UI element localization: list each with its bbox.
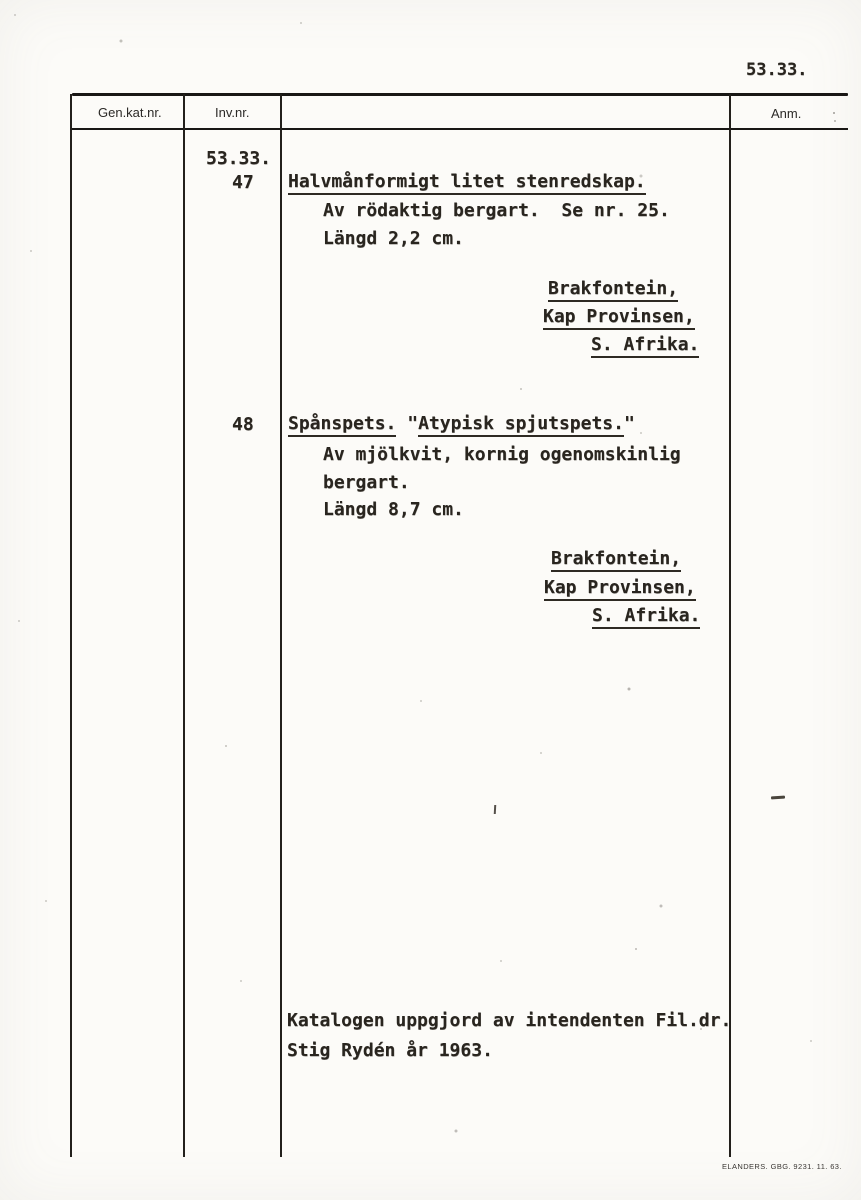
entry-48-body-line: Av mjölkvit, kornig ogenomskinlig (323, 444, 681, 465)
entry-48-title-close-quote: " (623, 413, 635, 434)
entry-47-title (288, 172, 646, 195)
scan-tick-artifact (494, 805, 496, 814)
table-header-border (72, 128, 848, 130)
table-column-line-main-anm (729, 94, 731, 1157)
table-top-border (72, 93, 848, 96)
entry-48-title-part1: Spånspets. (288, 414, 396, 437)
entry-47-body-line: Av rödaktig bergart. Se nr. 25. (323, 200, 670, 221)
table-left-line (70, 94, 72, 1157)
colophon-line: Stig Rydén år 1963. (287, 1040, 493, 1061)
entry-47-location-line: Brakfontein, (548, 279, 678, 302)
entry-48-location-line: S. Afrika. (592, 606, 700, 629)
entry-48-location-line: Brakfontein, (551, 549, 681, 572)
entry-47-location-line: Kap Provinsen, (543, 307, 695, 330)
entry-47-body-line: Längd 2,2 cm. (323, 228, 464, 249)
entry-48-location-line: Kap Provinsen, (544, 578, 696, 601)
column-header-anm: Anm. (771, 106, 802, 121)
colophon-line: Katalogen uppgjord av intendenten Fil.dr. (287, 1010, 732, 1031)
table-column-line-inv-main (280, 94, 282, 1157)
column-header-inv-nr: Inv.nr. (215, 105, 250, 120)
entry-48-title (288, 414, 635, 437)
printer-mark: ELANDERS. GBG. 9231. 11. 63. (722, 1162, 842, 1171)
section-number: 53.33. (206, 148, 272, 169)
scan-dash-artifact (771, 796, 785, 799)
entry-48-title-open-quote: " (396, 413, 419, 434)
entry-47-inv-nr: 47 (232, 172, 254, 193)
page-number: 53.33. (746, 60, 808, 80)
entry-48-title-part2: Atypisk spjutspets. (418, 414, 624, 437)
entry-48-body-line: bergart. (323, 472, 410, 493)
entry-47-title-text: Halvmånformigt litet stenredskap. (288, 172, 646, 195)
entry-48-inv-nr: 48 (232, 414, 254, 435)
column-header-gen-kat-nr: Gen.kat.nr. (98, 105, 162, 120)
table-column-line-genkat-inv (183, 94, 185, 1157)
entry-48-body-line: Längd 8,7 cm. (323, 499, 464, 520)
entry-47-location-line: S. Afrika. (591, 335, 699, 358)
scan-noise-specks (0, 0, 2, 2)
